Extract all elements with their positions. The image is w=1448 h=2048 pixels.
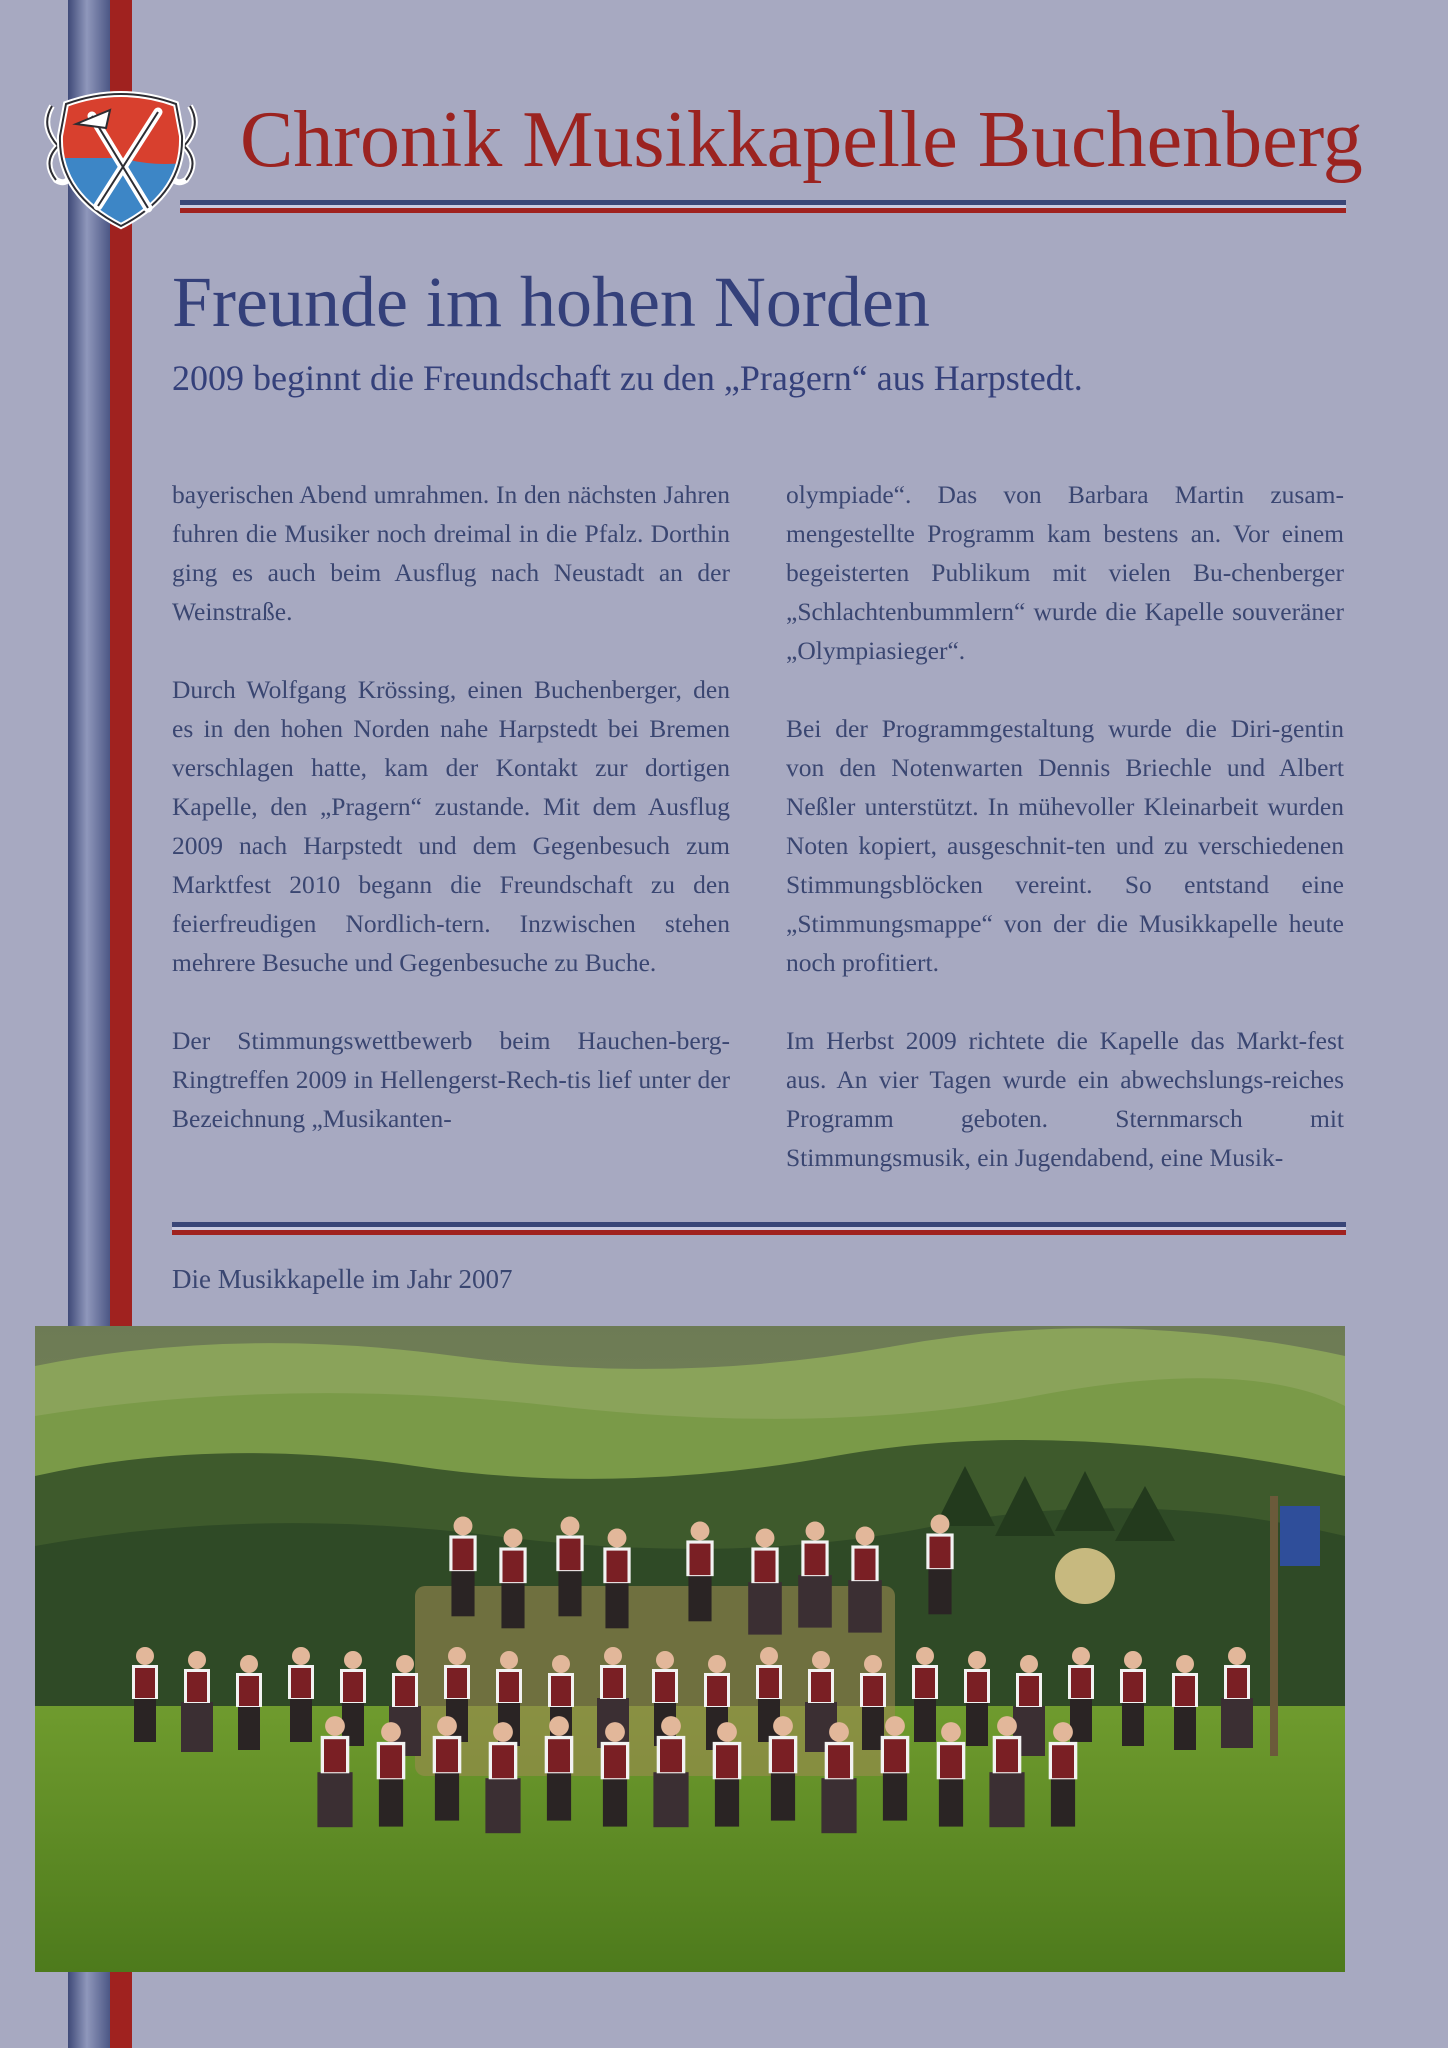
paragraph: Durch Wolfgang Krössing, einen Buchenberger, den es in den hohen Norden nahe Harpstedt bei Bremen verschlagen hatte, kam der Kontakt zur dortigen Kapelle, den „Pragern“ zustande. Mit dem Ausflug 2009 nach Harpstedt und dem Gegenbesuch zum Marktfest 2010 begann die Freundschaft zu den feierfreudigen Nordlich-tern. Inzwischen stehen mehrere Besuche und Gegenbesuche zu Buche. [172,675,730,977]
section-rule-red [172,1230,1346,1235]
paragraph: bayerischen Abend umrahmen. In den nächsten Jahren fuhren die Musiker noch dreimal in die Pfalz. Dorthin ging es auch beim Ausflug nach Neustadt an der Weinstraße. [172,480,730,626]
tuba-bell [1055,1548,1115,1604]
paragraph: Der Stimmungswettbewerb beim Hauchen-berg-Ringtreffen 2009 in Hellengerst-Rech-tis lief unter der Bezeichnung „Musikanten- [172,1026,730,1133]
header-rule-red [180,208,1346,213]
banner-pole [1270,1496,1278,1756]
photo-caption: Die Musikkapelle im Jahr 2007 [172,1264,513,1294]
text-column-right [786,475,1344,1177]
article-headline: Freunde im hohen Norden [172,262,930,342]
article-subheadline: 2009 beginnt die Freundschaft zu den „Pragern“ aus Harpstedt. [172,358,1083,398]
text-column-left [172,475,730,1138]
chronicle-title: Chronik Musikkapelle Buchenberg [240,96,1363,184]
paragraph: Bei der Programmgestaltung wurde die Diri-gentin von den Notenwarten Dennis Briechle und Albert Neßler unterstützt. In mühevoller Kleinarbeit wurden Noten kopiert, ausgeschnit-ten und zu verschiedenen Stimmungsblöcken vereint. So entstand eine „Stimmungsmappe“ von der die Musikkapelle heute noch profitiert. [786,714,1344,977]
coat-of-arms-icon [32,66,210,244]
paragraph: Im Herbst 2009 richtete die Kapelle das Markt-fest aus. An vier Tagen wurde ein abwechslungs-reiches Programm geboten. Sternmarsch mit Stimmungsmusik, ein Jugendabend, eine Musik- [786,1026,1344,1172]
band-group-photo [35,1326,1345,1972]
paragraph: olympiade“. Das von Barbara Martin zusam-mengestellte Programm kam bestens an. Vor einem begeisterten Publikum mit vielen Bu-chenberger „Schlachtenbummlern“ wurde die Kapelle souveräner „Olympiasieger“. [786,480,1344,665]
band-photo-illustration [35,1326,1345,1972]
banner-flag [1280,1506,1320,1566]
